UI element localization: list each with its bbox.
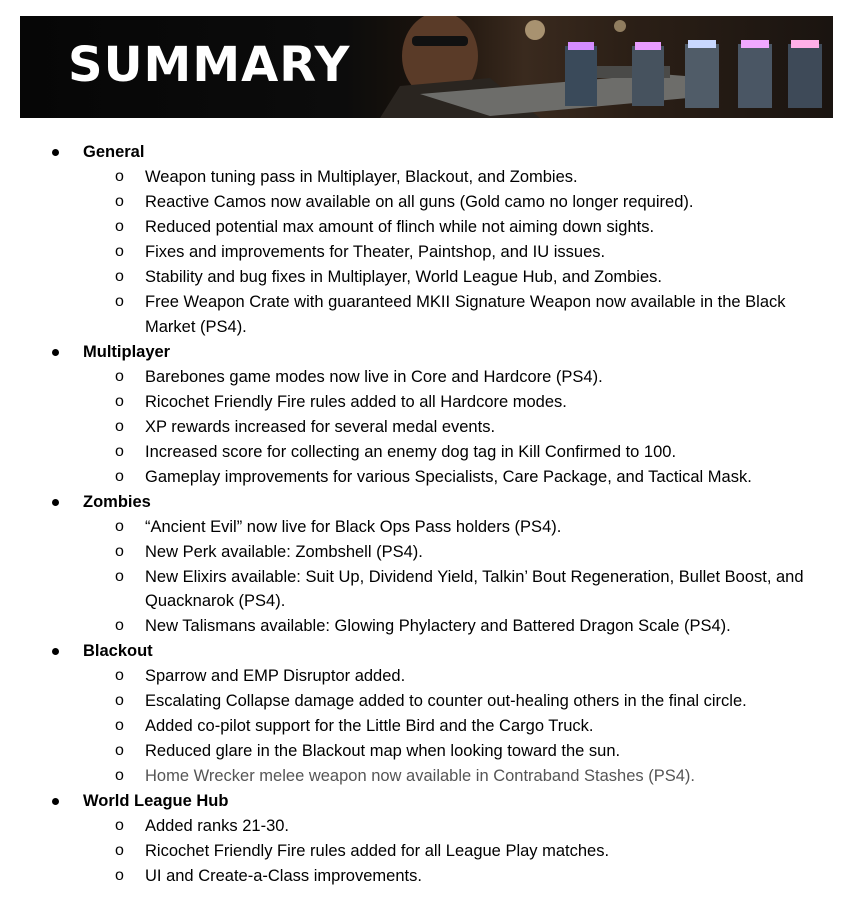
summary-list (0, 140, 857, 889)
section-heading (0, 490, 857, 515)
list-item-text: Barebones game modes now live in Core and Hardcore (PS4). (145, 367, 603, 386)
list-item-text: Gameplay improvements for various Specialists, Care Package, and Tactical Mask. (145, 467, 752, 486)
slot-machine (685, 44, 719, 108)
slot-machine-light (791, 40, 819, 48)
list-item-text: XP rewards increased for several medal events. (145, 417, 496, 436)
list-item-text: Ricochet Friendly Fire rules added for all League Play matches. (145, 842, 610, 860)
list-item-text: Free Weapon Crate with guaranteed MKII Signature Weapon now available in the Black Market (PS4). (145, 293, 786, 336)
sub-bullet-icon: o (115, 742, 124, 759)
list-item (0, 614, 857, 639)
sub-bullet-icon: o (115, 268, 124, 285)
bullet-icon (52, 149, 59, 156)
sub-bullet-icon: o (115, 517, 124, 535)
sub-bullet-icon: o (115, 867, 124, 884)
slot-machine-light (688, 40, 716, 48)
sub-bullet-icon: o (115, 567, 124, 585)
list-item-text: New Elixirs available: Suit Up, Dividend Yield, Talkin’ Bout Regeneration, Bullet Boost, and Quacknarok (PS4). (145, 567, 804, 610)
banner-title: SUMMARY (68, 37, 351, 93)
slot-machine (788, 44, 822, 108)
list-item-text: Ricochet Friendly Fire rules added to all Hardcore modes. (145, 392, 567, 411)
list-item-text: Weapon tuning pass in Multiplayer, Blackout, and Zombies. (145, 168, 578, 186)
list-item-text: New Talismans available: Glowing Phylactery and Battered Dragon Scale (PS4). (145, 617, 731, 635)
list-item (0, 265, 857, 290)
sub-bullet-icon: o (115, 168, 124, 185)
list-item (0, 365, 857, 390)
sub-bullet-icon: o (115, 218, 124, 235)
section-title: World League Hub (83, 792, 229, 810)
list-item (0, 165, 857, 190)
slot-machine-light (741, 40, 769, 48)
section-multiplayer (0, 340, 857, 490)
sub-bullet-icon: o (115, 243, 124, 260)
sub-bullet-icon: o (115, 293, 124, 310)
slot-machine-light (568, 42, 594, 50)
sub-bullet-icon: o (115, 442, 124, 460)
section-general (0, 140, 857, 339)
slot-machine (632, 46, 664, 106)
list-item-text: UI and Create-a-Class improvements. (145, 867, 422, 885)
section-title: Zombies (83, 492, 151, 511)
section-heading (0, 639, 857, 664)
slot-machine (565, 46, 597, 106)
list-item (0, 440, 857, 465)
list-item-text: New Perk available: Zombshell (PS4). (145, 542, 423, 561)
section-blackout (0, 639, 857, 789)
list-item (0, 714, 857, 739)
section-heading (0, 140, 857, 165)
list-item (0, 739, 857, 764)
list-item-text: “Ancient Evil” now live for Black Ops Pass holders (PS4). (145, 517, 562, 536)
list-item-text: Sparrow and EMP Disruptor added. (145, 667, 406, 685)
list-item (0, 215, 857, 240)
bullet-icon (52, 499, 59, 506)
list-item (0, 240, 857, 265)
list-item (0, 465, 857, 490)
section-title: General (83, 143, 145, 161)
bullet-icon (52, 798, 59, 805)
section-zombies (0, 490, 857, 639)
list-item (0, 839, 857, 864)
list-item (0, 689, 857, 714)
slot-machine-light (635, 42, 661, 50)
chandelier-light (525, 20, 545, 40)
character-sunglasses (412, 36, 468, 46)
list-item-text: Stability and bug fixes in Multiplayer, World League Hub, and Zombies. (145, 268, 662, 286)
sub-bullet-icon: o (115, 467, 124, 485)
list-item (0, 415, 857, 440)
list-item-text: Fixes and improvements for Theater, Paintshop, and IU issues. (145, 243, 606, 261)
sub-bullet-icon: o (115, 842, 124, 859)
list-item-text: Increased score for collecting an enemy dog tag in Kill Confirmed to 100. (145, 442, 677, 461)
list-item-text: Added co-pilot support for the Little Bird and the Cargo Truck. (145, 717, 594, 735)
list-item-text: Escalating Collapse damage added to counter out-healing others in the final circle. (145, 692, 747, 710)
bullet-icon (52, 349, 59, 356)
sub-bullet-icon: o (115, 367, 124, 385)
list-item (0, 664, 857, 689)
bullet-icon (52, 648, 59, 655)
sub-bullet-icon: o (115, 542, 124, 560)
sub-bullet-icon: o (115, 193, 124, 210)
section-heading (0, 340, 857, 365)
list-item (0, 764, 857, 789)
list-item-text: Reactive Camos now available on all guns (Gold camo no longer required). (145, 193, 694, 211)
sub-bullet-icon: o (115, 817, 124, 834)
sub-bullet-icon: o (115, 417, 124, 435)
list-item (0, 540, 857, 565)
list-item-text: Reduced glare in the Blackout map when looking toward the sun. (145, 742, 621, 760)
sub-bullet-icon: o (115, 767, 124, 784)
sub-bullet-icon: o (115, 392, 124, 410)
list-item (0, 814, 857, 839)
sub-bullet-icon: o (115, 617, 124, 634)
list-item (0, 565, 857, 614)
chandelier-light (614, 20, 626, 32)
list-item (0, 290, 857, 339)
list-item-text: Added ranks 21-30. (145, 817, 290, 835)
sub-bullet-icon: o (115, 717, 124, 734)
list-item (0, 864, 857, 889)
section-title: Multiplayer (83, 342, 171, 361)
summary-banner (20, 16, 833, 118)
list-item-text: Home Wrecker melee weapon now available in Contraband Stashes (PS4). (145, 767, 695, 785)
sub-bullet-icon: o (115, 692, 124, 709)
list-item (0, 190, 857, 215)
list-item (0, 390, 857, 415)
list-item (0, 515, 857, 540)
list-item-text: Reduced potential max amount of flinch while not aiming down sights. (145, 218, 655, 236)
section-heading (0, 789, 857, 814)
section-title: Blackout (83, 642, 153, 660)
sub-bullet-icon: o (115, 667, 124, 684)
section-world-league-hub (0, 789, 857, 889)
slot-machine (738, 44, 772, 108)
